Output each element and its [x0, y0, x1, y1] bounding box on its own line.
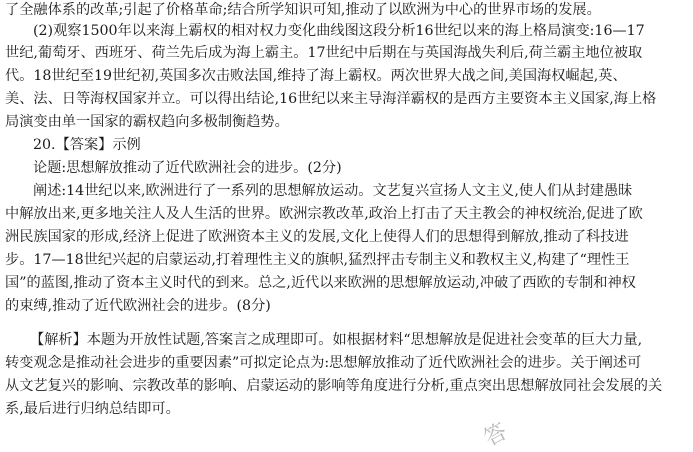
text-line: 了全融体系的改革;引起了价格革命;结合所学知识可知,推动了以欧洲为中心的世界市场的发展。 [5, 2, 601, 18]
text-line: 的束缚,推动了近代欧洲社会的进步。(8分) [5, 298, 271, 314]
analysis-heading: 【解析】本题为开放性试题,答案言之成理即可。如根据材料“思想解放是促进社会变革的巨大力量, [30, 332, 643, 348]
text-line: 中解放出来,更多地关注人及人生活的世界。欧洲宗教改革,政治上打击了天主教会的神权统治,促进了欧 [5, 206, 643, 222]
text-line: 美、法、日等海权国家并立。可以得出结论,16世纪以来主导海洋霸权的是西方主要资本主义国家,海上格 [5, 91, 657, 107]
text-line: 局演变由单一国家的霸权趋向多极制衡趋势。 [5, 114, 289, 130]
watermark: 答 [480, 419, 512, 452]
answer-heading: 20.【答案】示例 [33, 137, 141, 153]
text-line: 洲民族国家的形成,经济上促进了欧洲资本主义的发展,文化上使得人们的思想得到解放,推动了科技进 [5, 229, 629, 245]
text-line: 从文艺复兴的影响、宗教改革的影响、启蒙运动的影响等角度进行分析,重点突出思想解放同社会发展的关 [5, 378, 663, 394]
text-line: 转变观念是推动社会进步的重要因素”可拟定论点为:思想解放推动了近代欧洲社会的进步。关于阐述可 [5, 355, 642, 371]
text-line: 世纪,葡萄牙、西班牙、荷兰先后成为海上霸主。17世纪中后期在与英国海战失利后,荷兰霸主地位被取 [5, 45, 643, 61]
text-line: 论题:思想解放推动了近代欧洲社会的进步。(2分) [33, 160, 342, 176]
text-line: 步。17—18世纪兴起的启蒙运动,打着理性主义的旗帜,猛烈抨击专制主义和教权主义,构建了“理性王 [5, 252, 630, 268]
text-line: 阐述:14世纪以来,欧洲进行了一系列的思想解放运动。文艺复兴宣扬人文主义,使人们从封建愚昧 [33, 183, 633, 199]
text-line: 国”的蓝图,推动了资本主义时代的到来。总之,近代以来欧洲的思想解放运动,冲破了西欧的专制和神权 [5, 275, 636, 291]
text-line: 代。18世纪至19世纪初,英国多次击败法国,维持了海上霸权。两次世界大战之间,美国海权崛起,英、 [5, 68, 627, 84]
text-line: (2)观察1500年以来海上霸权的相对权力变化曲线图这段分析16世纪以来的海上格局演变:16—17 [33, 23, 645, 39]
text-line: 系,最后进行归纳总结即可。 [5, 401, 180, 417]
